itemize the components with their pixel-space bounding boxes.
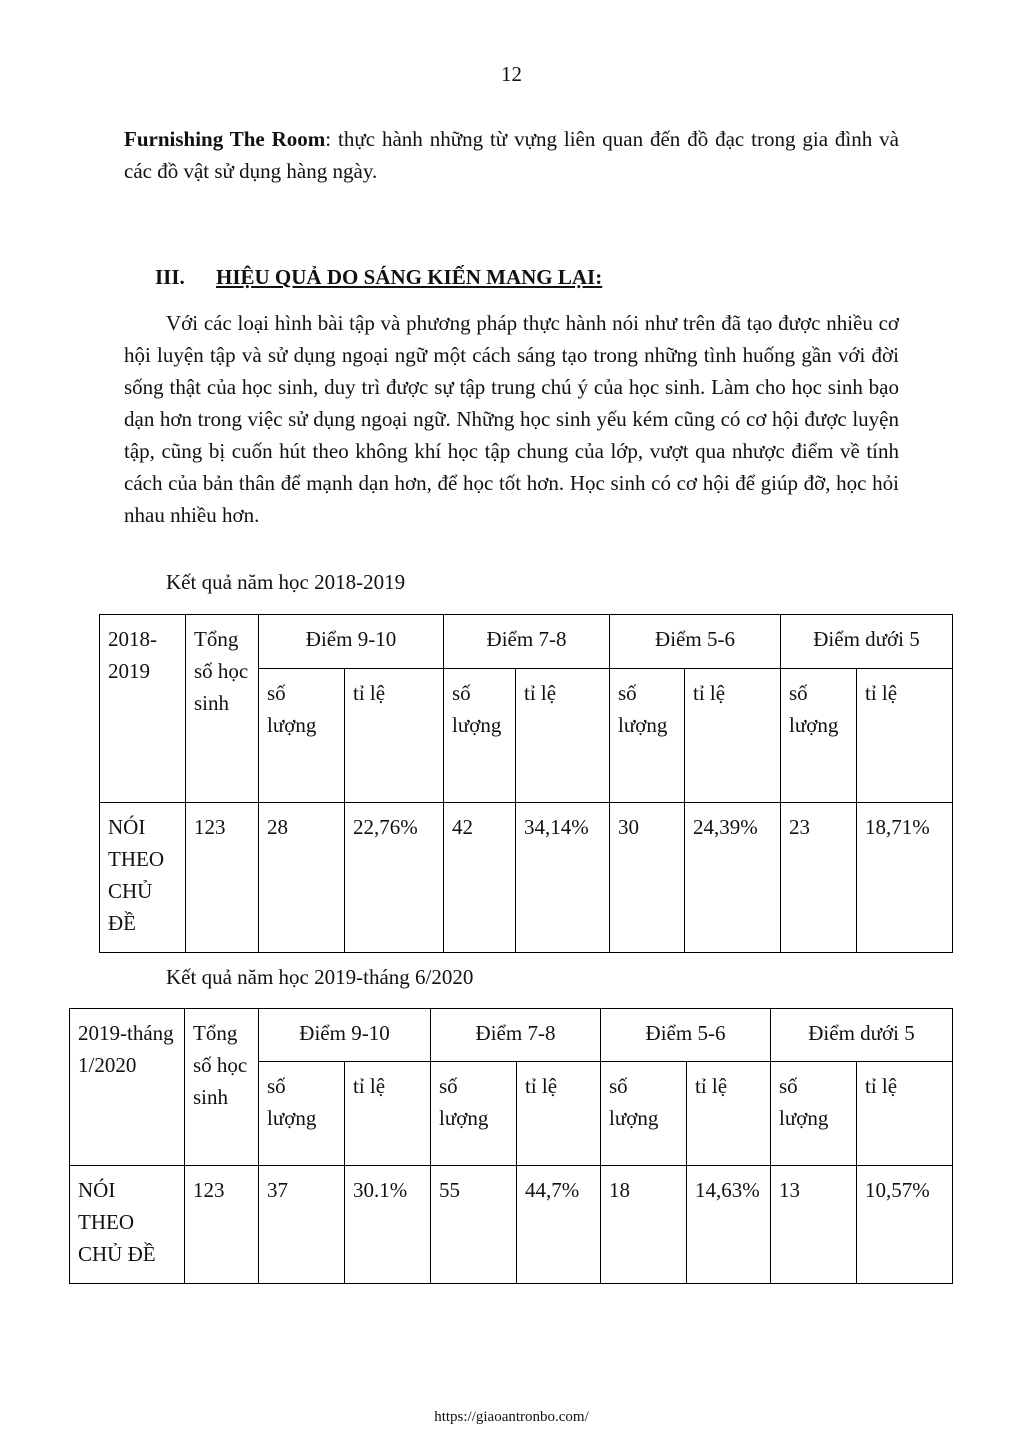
footer-url[interactable]: https://giaoantronbo.com/ [434,1409,589,1425]
table2-value-cell: 44,7% [517,1166,601,1284]
table1-row-label: NÓI THEO CHỦ ĐỀ [100,803,186,953]
table1-total-value: 123 [186,803,259,953]
table1-value-cell: 22,76% [345,803,444,953]
section-body: Với các loại hình bài tập và phương pháp thực hành nói như trên đã tạo được nhiều cơ hội luyện tập và sử dụng ngoại ngữ một cách sáng tạo trong những tình huống gần với đời sống thật của học sinh, duy trì được sự tập trung chú ý của học sinh. Làm cho học sinh bạo dạn hơn trong việc sử dụng ngoại ngữ. Những học sinh yếu kém cũng có cơ hội được luyện tập, cũng bị cuốn hút theo không khí học tập chung của lớp, vượt qua nhược điểm về tính cách của bản thân để mạnh dạn hơn, để học tốt hơn. Học sinh có cơ hội để giúp đỡ, học hỏi nhau nhiều hơn. [124,311,899,527]
table2-value-cell: 10,57% [857,1166,953,1284]
results-table-2018-2019 [99,614,953,953]
table2-group-header: Điểm 5-6 [601,1009,771,1062]
table2-value-cell: 55 [431,1166,517,1284]
table2-value-cell: 37 [259,1166,345,1284]
table1-value-cell: 23 [781,803,857,953]
table1-group-header: Điểm 5-6 [610,615,781,669]
table1-sub-header: số lượng [444,669,516,803]
section-number: III. [155,265,185,289]
section-heading [155,265,602,290]
table2-group-header: Điểm dưới 5 [771,1009,953,1062]
table2-year-cell: 2019-tháng 1/2020 [70,1009,185,1166]
table2-total-header: Tổng số học sinh [185,1009,259,1166]
table1-value-cell: 28 [259,803,345,953]
table1-sub-header: số lượng [259,669,345,803]
table1-value-cell: 42 [444,803,516,953]
table2-sub-header: số lượng [259,1062,345,1166]
table1-group-header: Điểm dưới 5 [781,615,953,669]
section-title: HIỆU QUẢ DO SÁNG KIẾN MANG LẠI: [216,265,603,289]
table1-year-cell: 2018-2019 [100,615,186,803]
table1-group-header: Điểm 9-10 [259,615,444,669]
table2-value-cell: 30.1% [345,1166,431,1284]
table2-sub-header: số lượng [771,1062,857,1166]
table2-sub-header: tỉ lệ [517,1062,601,1166]
table1-value-cell: 18,71% [857,803,953,953]
table2-sub-header: tỉ lệ [687,1062,771,1166]
table2-value-cell: 18 [601,1166,687,1284]
table1-sub-header: số lượng [781,669,857,803]
page-number: 12 [501,62,522,86]
table1-caption: Kết quả năm học 2018-2019 [166,570,406,594]
table2-group-header: Điểm 7-8 [431,1009,601,1062]
table2-sub-header: số lượng [601,1062,687,1166]
intro-text: : thực hành những từ vựng liên quan đến đồ đạc trong gia đình và các đồ vật sử dụng hàng ngày. [124,127,899,183]
table2-caption: Kết quả năm học 2019-tháng 6/2020 [166,965,474,989]
table1-sub-header: số lượng [610,669,685,803]
table2-total-value: 123 [185,1166,259,1284]
table2-sub-header: số lượng [431,1062,517,1166]
table1-sub-header: tỉ lệ [516,669,610,803]
table1-value-cell: 30 [610,803,685,953]
table1-sub-header: tỉ lệ [857,669,953,803]
table1-value-cell: 24,39% [685,803,781,953]
results-table-2019-2020 [69,1008,953,1284]
table2-sub-header: tỉ lệ [857,1062,953,1166]
table2-value-cell: 14,63% [687,1166,771,1284]
table1-sub-header: tỉ lệ [685,669,781,803]
table1-sub-header: tỉ lệ [345,669,444,803]
table1-group-header: Điểm 7-8 [444,615,610,669]
table1-total-header: Tổng số học sinh [186,615,259,803]
intro-paragraph [124,123,899,187]
table2-value-cell: 13 [771,1166,857,1284]
table2-group-header: Điểm 9-10 [259,1009,431,1062]
table2-sub-header: tỉ lệ [345,1062,431,1166]
intro-bold-term: Furnishing The Room [124,127,326,151]
table1-value-cell: 34,14% [516,803,610,953]
table2-row-label: NÓI THEO CHỦ ĐỀ [70,1166,185,1284]
